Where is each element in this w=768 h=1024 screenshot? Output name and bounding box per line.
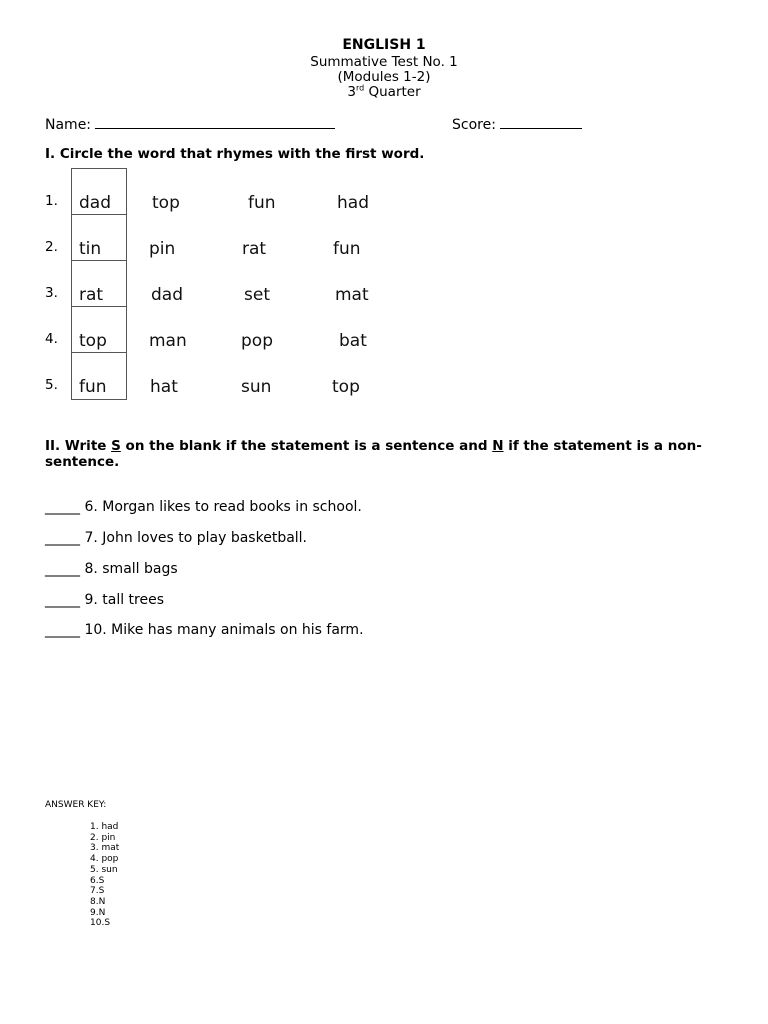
first-word: tin — [79, 239, 102, 259]
answer-key-item: 3. mat — [90, 843, 120, 854]
answer-key-item: 2. pin — [90, 832, 116, 843]
answer-key-item: 7.S — [90, 886, 105, 897]
first-word: fun — [79, 377, 107, 397]
answer-key-item: 10.S — [90, 918, 111, 929]
choice-word: set — [244, 285, 270, 305]
choice-word: bat — [339, 331, 367, 351]
modules-label: (Modules 1-2) — [337, 69, 431, 85]
choice-word: man — [149, 331, 187, 351]
statement-text: 6. Morgan likes to read books in school. — [84, 499, 362, 515]
row-number: 5. — [45, 377, 58, 393]
first-word: top — [79, 331, 107, 351]
statement-item — [45, 622, 364, 638]
choice-word: fun — [333, 239, 361, 259]
answer-blank: _____ — [45, 499, 80, 515]
statement-item — [45, 592, 164, 608]
choice-word: had — [337, 193, 369, 213]
page-title: ENGLISH 1 — [342, 37, 426, 53]
quarter-ordinal: rd — [355, 83, 365, 93]
choice-word: pin — [149, 239, 176, 259]
choice-word: pop — [241, 331, 273, 351]
row-number: 3. — [45, 285, 58, 301]
statement-item — [45, 499, 362, 515]
answer-key-item: 6.S — [90, 875, 105, 886]
answer-key-label: ANSWER KEY: — [45, 800, 107, 810]
statement-text: 10. Mike has many animals on his farm. — [84, 622, 364, 638]
answer-blank: _____ — [45, 530, 80, 546]
choice-word: sun — [241, 377, 272, 397]
part2-instruction-pre: II. Write — [45, 438, 112, 454]
answer-key-item: 4. pop — [90, 854, 119, 865]
part2-instruction-mid: on the blank if the statement is a sentence and — [120, 438, 493, 454]
answer-key-item: 8.N — [90, 896, 106, 907]
part2-instruction — [45, 439, 725, 470]
row-number: 1. — [45, 193, 58, 209]
statement-text: 8. small bags — [84, 561, 178, 577]
score-blank-line — [500, 116, 582, 129]
score-label: Score: — [452, 117, 496, 133]
answer-key-list — [90, 822, 119, 929]
name-field — [45, 116, 335, 133]
answer-key-item: 9.N — [90, 907, 106, 918]
choice-word: top — [152, 193, 180, 213]
choice-word: mat — [335, 285, 369, 305]
choice-word: fun — [248, 193, 276, 213]
row-number: 4. — [45, 331, 58, 347]
name-blank-line — [95, 116, 335, 129]
answer-key-item: 1. had — [90, 822, 119, 832]
n-letter: N — [492, 438, 504, 454]
choice-word: top — [332, 377, 360, 397]
score-field — [452, 116, 582, 133]
answer-blank: _____ — [45, 592, 80, 608]
statement-text: 7. John loves to play basketball. — [84, 530, 308, 546]
choice-word: rat — [242, 239, 267, 259]
quarter-word: Quarter — [368, 84, 421, 100]
choice-word: dad — [151, 285, 183, 305]
quarter-label — [0, 85, 768, 101]
first-word: dad — [79, 193, 111, 213]
choice-word: hat — [150, 377, 178, 397]
row-number: 2. — [45, 239, 58, 255]
statement-text: 9. tall trees — [84, 592, 165, 608]
first-word: rat — [79, 285, 104, 305]
part2-instruction-post: if the statement is a non-sentence. — [45, 438, 702, 470]
answer-blank: _____ — [45, 622, 80, 638]
quarter-number: 3 — [347, 84, 356, 100]
s-letter: S — [111, 438, 121, 454]
statement-item — [45, 561, 178, 577]
test-subtitle: Summative Test No. 1 — [310, 54, 458, 70]
name-label: Name: — [45, 117, 92, 133]
answer-key-item: 5. sun — [90, 864, 118, 875]
part1-instruction: I. Circle the word that rhymes with the first word. — [45, 146, 425, 162]
statement-item — [45, 530, 307, 546]
answer-blank: _____ — [45, 561, 80, 577]
